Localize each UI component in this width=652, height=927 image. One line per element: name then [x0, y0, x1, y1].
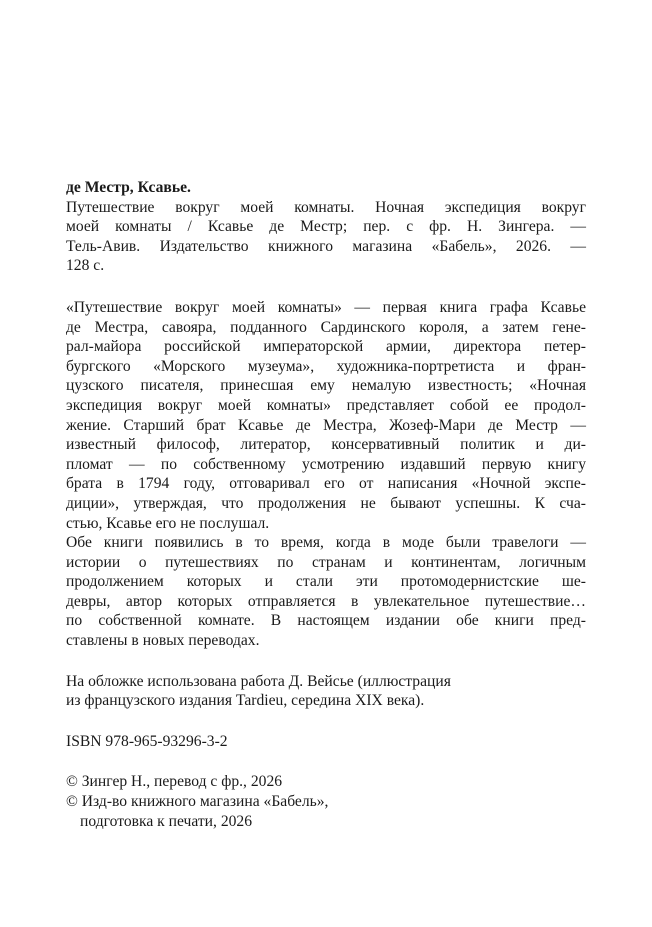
author-heading: де Местр, Ксавье. — [66, 179, 191, 196]
copyright-line: © Зингер Н., перевод с фр., 2026 — [66, 773, 283, 791]
cover-note-line: из французского издания Tardieu, середина XIX века). — [66, 692, 425, 710]
annotation-line: бургского «Морского музеума», художника-портретиста и фран- — [66, 357, 586, 375]
annotation-paragraph-1 — [66, 298, 586, 533]
cover-note-line: На обложке использована работа Д. Вейсье (иллюстрация — [66, 672, 451, 690]
annotation-line: диции», утверждая, что продолжения не бывают успешны. К сча- — [66, 494, 586, 512]
biblio-line: 128 с. — [66, 257, 105, 275]
annotation-line: ставлены в новых переводах. — [66, 632, 260, 650]
biblio-line: Путешествие вокруг моей комнаты. Ночная экспедиция вокруг — [66, 198, 586, 216]
annotation-line: продолжением которых и стали эти протомодернистские ше- — [66, 573, 586, 591]
biblio-line: Тель-Авив. Издательство книжного магазина «Бабель», 2026. — — [66, 237, 586, 255]
bibliographic-record — [66, 178, 586, 276]
copyright-block — [66, 772, 586, 831]
annotation-line: истории о путешествиях по странам и континентам, логичным — [66, 553, 586, 571]
annotation-line: известный философ, литератор, консервативный политик и ди- — [66, 436, 586, 454]
annotation-line: брата в 1794 году, отговаривал его от написания «Ночной экспе- — [66, 475, 586, 493]
annotation-line: девры, автор которых отправляется в увлекательное путешествие… — [66, 592, 586, 610]
annotation-line: по собственной комнате. В настоящем издании обе книги пред- — [66, 612, 586, 630]
annotation-line: экспедиция вокруг моей комнаты» представляет собой ее продол- — [66, 396, 586, 414]
imprint-page — [66, 178, 586, 831]
biblio-line: моей комнаты / Ксавье де Местр; пер. с фр. Н. Зингера. — — [66, 218, 586, 236]
annotation-line: стью, Ксавье его не послушал. — [66, 514, 270, 532]
annotation — [66, 298, 586, 651]
annotation-line: цузского писателя, принесшая ему немалую известность; «Ночная — [66, 377, 586, 395]
copyright-line: подготовка к печати, 2026 — [80, 812, 253, 830]
cover-note — [66, 672, 586, 711]
annotation-line: жение. Старший брат Ксавье де Местра, Жозеф-Мари де Местр — — [66, 416, 586, 434]
annotation-line: рал-майора российской императорской армии, директора петер- — [66, 338, 586, 356]
annotation-line: Обе книги появились в то время, когда в моде были травелоги — — [66, 534, 586, 552]
annotation-paragraph-2 — [66, 533, 586, 651]
annotation-line: «Путешествие вокруг моей комнаты» — первая книга графа Ксавье — [66, 298, 586, 316]
annotation-line: де Местра, савояра, подданного Сардинского короля, а затем гене- — [66, 318, 586, 336]
copyright-line: © Изд-во книжного магазина «Бабель», — [66, 793, 329, 811]
isbn: ISBN 978-965-93296-3-2 — [66, 732, 228, 750]
annotation-line: пломат — по собственному усмотрению издавший первую книгу — [66, 455, 586, 473]
